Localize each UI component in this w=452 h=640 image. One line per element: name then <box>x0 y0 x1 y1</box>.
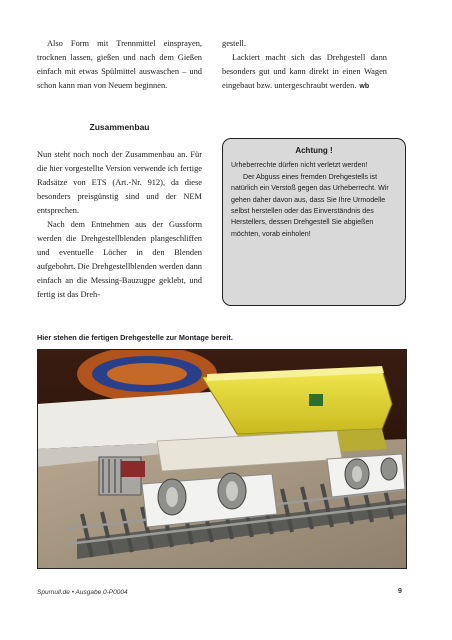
text-column-right <box>222 37 387 94</box>
text-column-left <box>37 37 202 93</box>
end-mark: wb <box>359 83 370 90</box>
paragraph-text: Lackiert macht sich das Drehgestell dann besonders gut und kann direkt in einen Wagen eingebaut bzw. untergeschraubt werden. <box>222 53 387 90</box>
paragraph: Also Form mit Trennmittel einsprayen, trocknen lassen, gießen und nach dem Gießen einfach mit etwas Spülmittel auswaschen – und schon kann man von Neuem beginnen. <box>37 39 202 90</box>
photo <box>37 349 407 569</box>
paragraph: Nach dem Entnehmen aus der Gussform werden die Drehgestellblenden plangeschliffen und eventuelle Löcher in den Blenden aufgebohrt. Die Drehgestellblenden werden dann einfach an die Messing-Bauzugpe geklebt, und fertig ist das Dreh- <box>37 220 202 299</box>
section-heading: Zusammenbau <box>89 122 150 132</box>
footer-source: Spurnull.de • Ausgabe 0-P0004 <box>37 589 128 596</box>
photo-caption: Hier stehen die fertigen Drehgestelle zur Montage bereit. <box>37 333 233 342</box>
notice-title: Achtung ! <box>295 146 333 155</box>
page-number: 9 <box>398 588 402 595</box>
paragraph <box>222 51 387 94</box>
paragraph: gestell. <box>222 39 246 48</box>
text-column-lower <box>37 148 202 302</box>
paragraph: Nun steht noch noch der Zusammenbau an. Für die hier vorgestellte Version verwende ich fertige Radsätze von ETS (Art.-Nr. 912), da diese besonders preisgünstig sind und der NEM entsprechen. <box>37 150 202 215</box>
notice-paragraph: Der Abguss eines fremden Drehgestells ist natürlich ein Verstoß gegen das Urheberrecht. Wir gehen daher davon aus, dass Sie Ihre Urmodelle selbst herstellen oder das Einverständnis des Herstellers, dessen Drehgestell Sie abgießen möchten, vorab einholen! <box>231 172 389 238</box>
notice-box <box>222 138 406 306</box>
photo-illustration <box>37 349 407 569</box>
notice-paragraph: Urheberrechte dürfen nicht verletzt werden! <box>231 161 368 170</box>
